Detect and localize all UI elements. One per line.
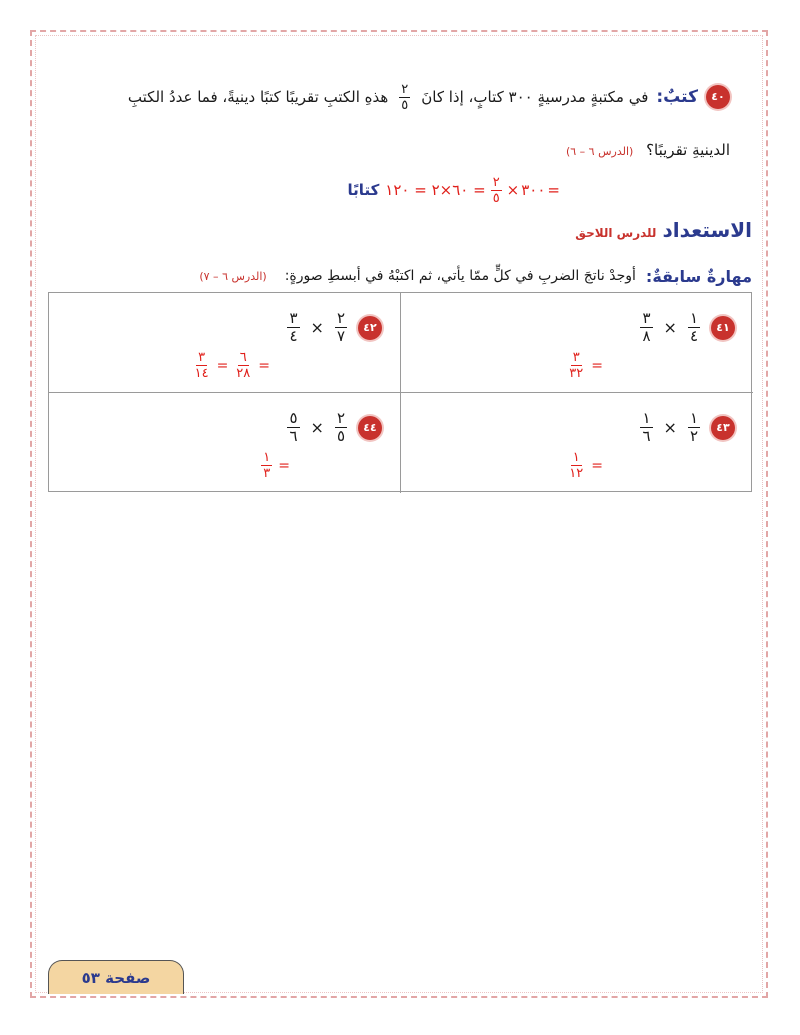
problem-44-cell	[49, 393, 401, 493]
problem-expression	[637, 411, 735, 444]
question-number-badge: ٤٠	[706, 85, 730, 109]
answer-fraction	[234, 351, 252, 380]
fraction-numerator: ١	[689, 409, 698, 427]
problem-expression	[284, 311, 382, 344]
page-number-label: صفحة ٥٣	[81, 968, 151, 987]
fraction-numerator: ٣	[289, 309, 298, 327]
fraction-numerator: ٣	[572, 350, 580, 365]
fraction-denominator: ٦	[289, 427, 298, 445]
fraction-numerator: ٣	[642, 309, 651, 327]
fraction-denominator: ٦	[642, 427, 651, 445]
simplified-fraction	[193, 351, 211, 380]
fraction-denominator: ٥	[336, 427, 345, 445]
problem-number-badge: ٤٣	[711, 416, 735, 440]
answer-eq: =	[547, 181, 560, 199]
fraction-denominator: ٤	[289, 327, 298, 345]
equals-sign: =	[216, 357, 229, 374]
answer-times: ×	[506, 181, 520, 199]
fraction-denominator: ٤	[689, 327, 698, 345]
fraction-denominator: ٣٢	[569, 366, 584, 381]
question-40-line1	[50, 80, 730, 114]
problem-number-badge: ٤١	[711, 316, 735, 340]
problem-answer	[564, 351, 603, 380]
skill-line	[48, 262, 752, 290]
answer-fraction	[261, 451, 272, 480]
fraction-numerator: ١	[263, 450, 271, 465]
problem-answer	[190, 351, 270, 380]
fraction-numerator: ٢	[401, 81, 409, 97]
fraction	[640, 311, 652, 344]
fraction	[335, 411, 347, 444]
fraction-denominator: ٨	[642, 327, 651, 345]
lesson-reference: (الدرس ٦ – ٦)	[565, 145, 634, 158]
answer-steps: = ٦٠×٢ = ١٢٠	[385, 181, 486, 199]
problem-42-cell	[49, 293, 401, 393]
problems-grid	[48, 292, 752, 492]
question-keyword: كتبٌ:	[656, 87, 698, 107]
problem-number-badge: ٤٢	[358, 316, 382, 340]
fraction-numerator: ٥	[289, 409, 298, 427]
problem-43-cell	[401, 393, 753, 493]
question-fraction	[399, 83, 410, 112]
problem-expression	[284, 411, 382, 444]
fraction-numerator: ٢	[336, 309, 345, 327]
section-subtitle: للدرس اللاحق	[575, 226, 657, 240]
problem-answer	[564, 451, 603, 480]
skill-title: مهارةٌ سابقةٌ:	[645, 266, 752, 286]
problem-41-cell	[401, 293, 753, 393]
times-sign: ×	[663, 418, 677, 437]
section-heading	[575, 218, 752, 250]
question-text-c: الدينيةِ تقريبًا؟	[646, 141, 730, 159]
problem-expression	[637, 311, 735, 344]
section-title: الاستعداد	[662, 218, 752, 242]
fraction-numerator: ٣	[198, 350, 206, 365]
fraction-numerator: ٦	[239, 350, 247, 365]
page-number-tab	[48, 960, 184, 994]
fraction-numerator: ١	[642, 409, 651, 427]
question-text-a: في مكتبةٍ مدرسيةٍ ٣٠٠ كتابٍ، إذا كانَ	[421, 88, 649, 106]
fraction-denominator: ١٤	[194, 366, 209, 381]
fraction-numerator: ٢	[492, 174, 500, 190]
answer-fraction	[567, 451, 585, 480]
question-40-answer	[250, 172, 560, 208]
fraction-numerator: ١	[572, 450, 580, 465]
fraction-denominator: ٢	[689, 427, 698, 445]
fraction	[287, 411, 299, 444]
fraction-numerator: ١	[689, 309, 698, 327]
times-sign: ×	[310, 418, 324, 437]
fraction-denominator: ٧	[336, 327, 345, 345]
fraction-denominator: ٥	[401, 97, 409, 113]
lesson-reference: (الدرس ٦ – ٧)	[199, 269, 267, 283]
question-40-line2	[230, 136, 730, 164]
equals-sign: =	[278, 457, 290, 474]
times-sign: ×	[310, 318, 324, 337]
equals-sign: =	[258, 357, 270, 374]
skill-instruction: أوجدْ ناتجَ الضربِ في كلٍّ ممّا يأتي، ثم اكتبْهُ في أبسطِ صورةٍ:	[284, 268, 636, 284]
problem-number-badge: ٤٤	[358, 416, 382, 440]
fraction	[688, 311, 700, 344]
equals-sign: =	[591, 457, 603, 474]
equals-sign: =	[591, 357, 603, 374]
fraction-denominator: ١٢	[569, 466, 584, 481]
problem-answer	[258, 451, 290, 480]
fraction-numerator: ٢	[336, 409, 345, 427]
fraction-denominator: ٣	[263, 466, 271, 481]
answer-total: ٣٠٠	[521, 181, 546, 199]
answer-fraction	[567, 351, 585, 380]
fraction-denominator: ٢٨	[236, 366, 251, 381]
fraction	[335, 311, 347, 344]
fraction-denominator: ٥	[492, 190, 500, 206]
times-sign: ×	[663, 318, 677, 337]
answer-fraction	[491, 176, 502, 205]
fraction	[688, 411, 700, 444]
fraction	[640, 411, 652, 444]
question-text-b: هذهِ الكتبِ تقريبًا كتبًا دينيةً، فما عددُ الكتبِ	[127, 88, 389, 106]
fraction	[287, 311, 299, 344]
answer-unit: كتابًا	[347, 181, 380, 199]
